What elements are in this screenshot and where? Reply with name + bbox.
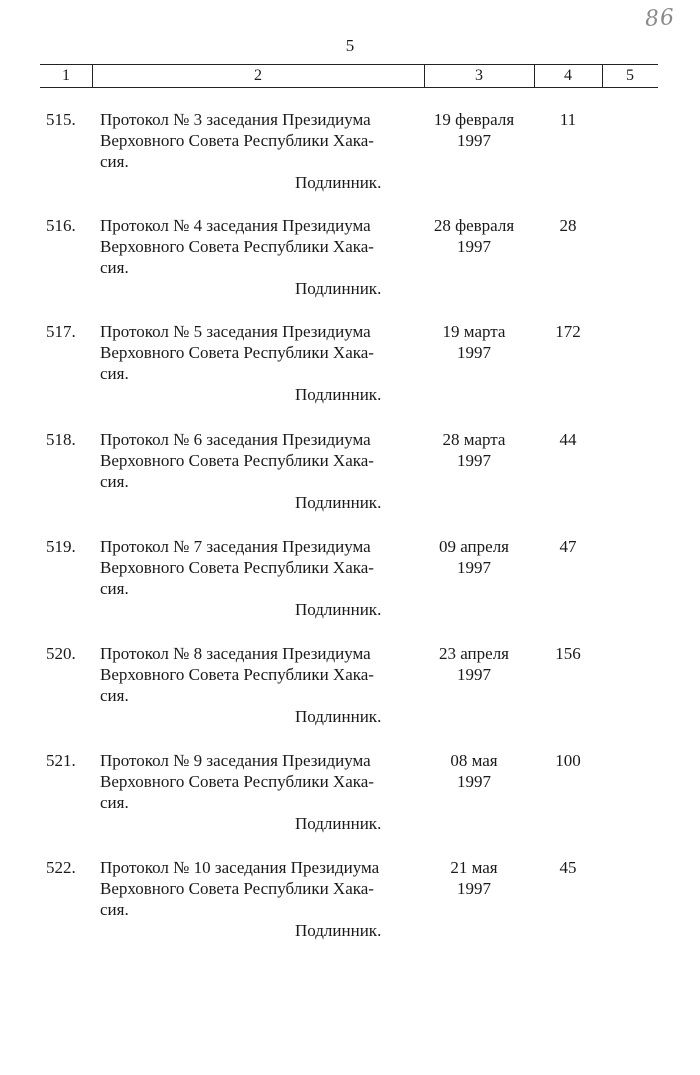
date-line: 09 апреля [438, 537, 510, 556]
entry-description [100, 429, 410, 492]
entry-sheet-count: 172 [555, 322, 581, 341]
description-line: Верховного Совета Республики Хака- [100, 558, 374, 577]
inventory-entry [0, 643, 700, 753]
date-line: 1997 [457, 558, 491, 577]
description-line: Верховного Совета Республики Хака- [100, 879, 374, 898]
description-line: сия. [100, 793, 129, 812]
entry-date [414, 109, 534, 151]
entry-note: Подлинник. [295, 814, 382, 833]
entry-sheet-count: 28 [559, 216, 577, 235]
entry-note: Подлинник. [295, 493, 382, 512]
description-line: Верховного Совета Республики Хака- [100, 237, 374, 256]
entry-number: 517. [46, 322, 76, 341]
column-header-1: 1 [40, 65, 93, 87]
entry-description [100, 750, 410, 813]
entry-date [414, 750, 534, 792]
date-line: 1997 [457, 451, 491, 470]
inventory-entry [0, 536, 700, 646]
date-line: 1997 [457, 131, 491, 150]
entry-date [414, 215, 534, 257]
description-line: Протокол № 6 заседания Президиума [100, 430, 371, 449]
entry-note: Подлинник. [295, 600, 382, 619]
entry-date [414, 536, 534, 578]
date-line: 23 апреля [438, 644, 510, 663]
description-line: сия. [100, 364, 129, 383]
date-line: 1997 [457, 237, 491, 256]
entry-date [414, 429, 534, 471]
description-line: Протокол № 10 заседания Президиума [100, 858, 380, 877]
entry-note: Подлинник. [295, 173, 382, 192]
inventory-entry [0, 109, 700, 219]
entry-sheet-count: 156 [555, 644, 581, 663]
inventory-entry [0, 429, 700, 539]
handwritten-sheet-number: 86 [644, 4, 676, 33]
date-line: 28 февраля [433, 216, 515, 235]
entry-description [100, 109, 410, 172]
description-line: Верховного Совета Республики Хака- [100, 665, 374, 684]
description-line: Протокол № 4 заседания Президиума [100, 216, 371, 235]
entry-sheet-count: 11 [559, 110, 577, 129]
entry-description [100, 321, 410, 384]
entry-note: Подлинник. [295, 385, 382, 404]
entry-number: 522. [46, 858, 76, 877]
entry-number: 516. [46, 216, 76, 235]
entry-number: 519. [46, 537, 76, 556]
entry-number: 518. [46, 430, 76, 449]
date-line: 19 марта [442, 322, 506, 341]
description-line: Протокол № 7 заседания Президиума [100, 537, 371, 556]
entry-date [414, 643, 534, 685]
column-header-4: 4 [534, 65, 603, 87]
entry-description [100, 857, 410, 920]
date-line: 1997 [457, 772, 491, 791]
page-number: 5 [345, 36, 355, 55]
inventory-entry [0, 750, 700, 860]
date-line: 28 марта [442, 430, 506, 449]
column-header-2: 2 [92, 65, 425, 87]
description-line: Верховного Совета Республики Хака- [100, 451, 374, 470]
entry-date [414, 857, 534, 899]
description-line: сия. [100, 686, 129, 705]
inventory-entry [0, 857, 700, 967]
column-header-3: 3 [424, 65, 535, 87]
entry-note: Подлинник. [295, 921, 382, 940]
entry-number: 521. [46, 751, 76, 770]
entry-number: 520. [46, 644, 76, 663]
description-line: Верховного Совета Республики Хака- [100, 343, 374, 362]
inventory-entry [0, 215, 700, 325]
inventory-entry [0, 321, 700, 431]
column-header-5: 5 [626, 67, 634, 84]
entry-date [414, 321, 534, 363]
entry-sheet-count: 44 [559, 430, 577, 449]
description-line: сия. [100, 579, 129, 598]
entry-sheet-count: 100 [555, 751, 581, 770]
date-line: 19 февраля [433, 110, 515, 129]
date-line: 1997 [457, 343, 491, 362]
description-line: Верховного Совета Республики Хака- [100, 131, 374, 150]
entry-description [100, 643, 410, 706]
description-line: сия. [100, 900, 129, 919]
date-line: 1997 [457, 665, 491, 684]
date-line: 08 мая [450, 751, 498, 770]
entry-note: Подлинник. [295, 279, 382, 298]
date-line: 21 мая [450, 858, 498, 877]
entry-sheet-count: 47 [559, 537, 577, 556]
description-line: Верховного Совета Республики Хака- [100, 772, 374, 791]
description-line: Протокол № 8 заседания Президиума [100, 644, 371, 663]
description-line: сия. [100, 152, 129, 171]
entry-note: Подлинник. [295, 707, 382, 726]
description-line: Протокол № 5 заседания Президиума [100, 322, 371, 341]
description-line: Протокол № 9 заседания Президиума [100, 751, 371, 770]
description-line: Протокол № 3 заседания Президиума [100, 110, 371, 129]
description-line: сия. [100, 258, 129, 277]
entry-description [100, 536, 410, 599]
entry-description [100, 215, 410, 278]
date-line: 1997 [457, 879, 491, 898]
description-line: сия. [100, 472, 129, 491]
entry-sheet-count: 45 [559, 858, 577, 877]
entry-number: 515. [46, 110, 76, 129]
